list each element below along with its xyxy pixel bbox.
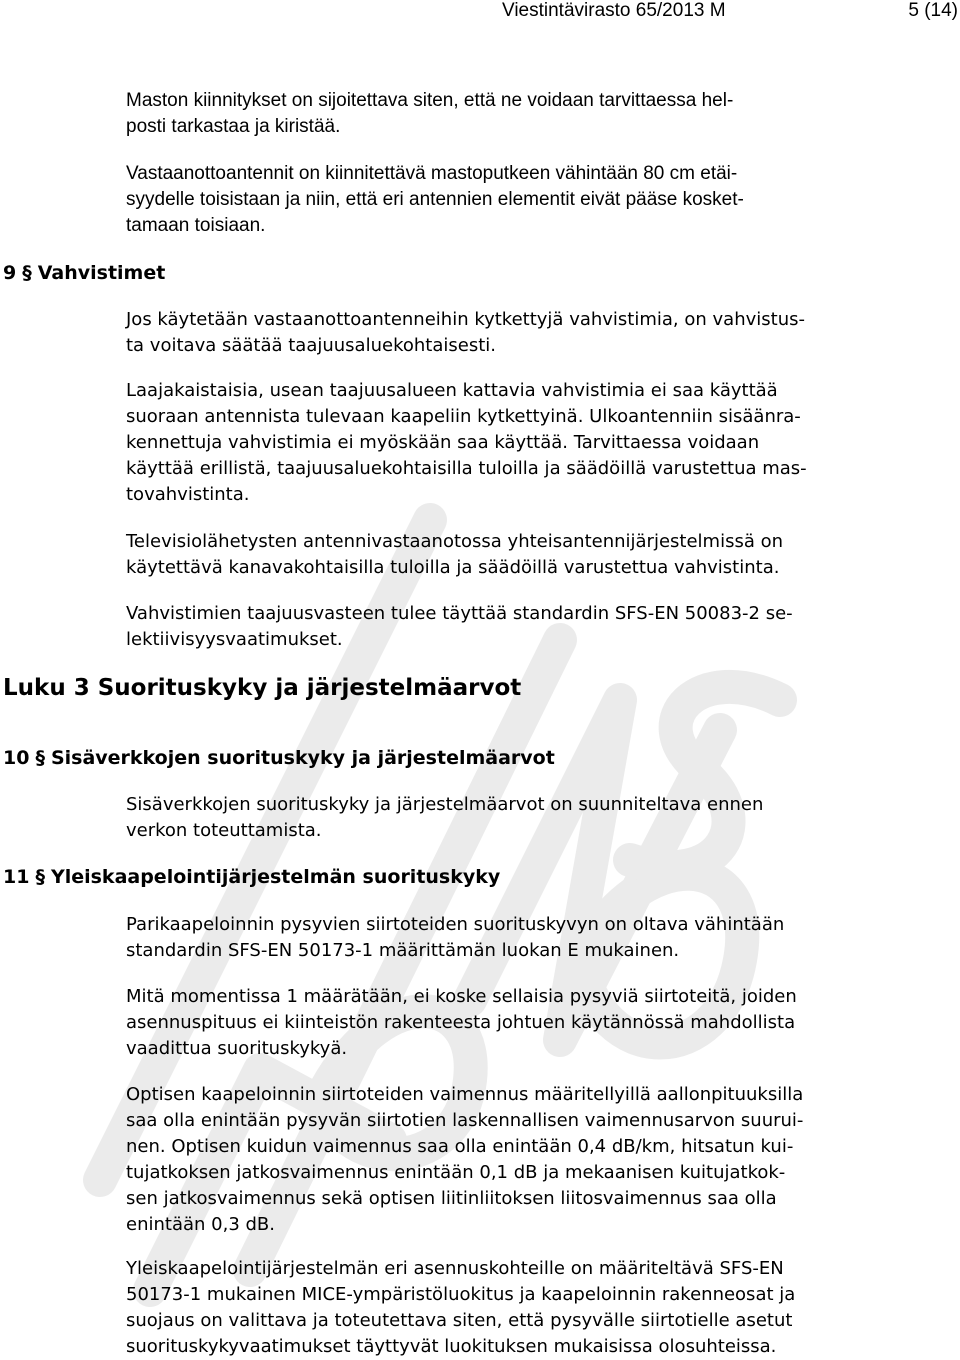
text-line: kennettuja vahvistimia ei myöskään saa käyttää. Tarvittaessa voidaan bbox=[126, 432, 760, 453]
text-line: Televisiolähetysten antennivastaanotossa yhteisantennijärjestelmissä on bbox=[126, 531, 783, 552]
text-line: saa olla enintään pysyvän siirtotien laskennallisen vaimennusarvon suurui- bbox=[126, 1110, 804, 1131]
chapter-heading: Luku 3 Suorituskyky ja järjestelmäarvot bbox=[3, 675, 522, 701]
section-title: Sisäverkkojen suorituskyky ja järjestelmäarvot bbox=[50, 747, 555, 769]
section-symbol: § bbox=[22, 262, 32, 284]
paragraph-antenna-spacing bbox=[126, 161, 936, 239]
paragraph-twisted-pair bbox=[126, 912, 936, 964]
text-line: Sisäverkkojen suorituskyky ja järjestelmäarvot on suunniteltava ennen bbox=[126, 794, 764, 815]
section-heading-11 bbox=[3, 864, 500, 890]
text-line: 50173-1 mukainen MICE-ympäristöluokitus ja kaapeloinnin rakenneosat ja bbox=[126, 1284, 796, 1305]
text-line: Optisen kaapeloinnin siirtoteiden vaimennus määritellyillä aallonpituuksilla bbox=[126, 1084, 804, 1105]
text-line: tovahvistinta. bbox=[126, 484, 250, 505]
paragraph-broadband-amplifiers bbox=[126, 378, 936, 508]
paragraph-mast-fixings bbox=[126, 88, 936, 140]
text-line: standardin SFS-EN 50173-1 määrittämän luokan E mukainen. bbox=[126, 940, 680, 961]
page-header bbox=[0, 0, 960, 24]
paragraph-mice-classification bbox=[126, 1256, 936, 1360]
text-line: nen. Optisen kuidun vaimennus saa olla enintään 0,4 dB/km, hitsatun kui- bbox=[126, 1136, 794, 1157]
paragraph-amplifier-adjust bbox=[126, 307, 936, 359]
paragraph-indoor-network bbox=[126, 792, 936, 844]
section-symbol: § bbox=[35, 866, 45, 888]
text-line: Vastaanottoantennit on kiinnitettävä mastoputkeen vähintään 80 cm etäi- bbox=[126, 163, 738, 184]
text-line: Vahvistimien taajuusvasteen tulee täyttää standardin SFS-EN 50083-2 se- bbox=[126, 603, 793, 624]
document-id: Viestintävirasto 65/2013 M bbox=[502, 0, 726, 21]
text-line: Laajakaistaisia, usean taajuusalueen kattavia vahvistimia ei saa käyttää bbox=[126, 380, 778, 401]
paragraph-optical-attenuation bbox=[126, 1082, 936, 1238]
section-heading-10 bbox=[3, 745, 555, 771]
text-line: Parikaapeloinnin pysyvien siirtoteiden suorituskyvyn on oltava vähintään bbox=[126, 914, 785, 935]
paragraph-exception bbox=[126, 984, 936, 1062]
text-line: tujatkoksen jatkosvaimennus enintään 0,1 dB ja mekaanisen kuitujatkok- bbox=[126, 1162, 786, 1183]
section-title: Yleiskaapelointijärjestelmän suorituskyky bbox=[50, 866, 501, 888]
text-line: Jos käytetään vastaanottoantenneihin kytkettyjä vahvistimia, on vahvistus- bbox=[126, 309, 805, 330]
section-title: Vahvistimet bbox=[37, 262, 166, 284]
paragraph-frequency-response bbox=[126, 601, 936, 653]
text-line: Maston kiinnitykset on sijoitettava siten, että ne voidaan tarvittaessa hel- bbox=[126, 90, 734, 111]
text-line: käyttää erillistä, taajuusaluekohtaisilla tuloilla ja säädöillä varustettua mas- bbox=[126, 458, 807, 479]
paragraph-tv-reception bbox=[126, 529, 936, 581]
text-line: sen jatkosvaimennus sekä optisen liitinliitoksen liitosvaimennus saa olla bbox=[126, 1188, 777, 1209]
text-line: tamaan toisiaan. bbox=[126, 215, 266, 236]
page-number: 5 (14) bbox=[908, 0, 958, 21]
text-line: verkon toteuttamista. bbox=[126, 820, 322, 841]
text-line: posti tarkastaa ja kiristää. bbox=[126, 116, 341, 137]
section-number: 10 bbox=[3, 747, 30, 769]
section-number: 11 bbox=[3, 866, 30, 888]
text-line: enintään 0,3 dB. bbox=[126, 1214, 275, 1235]
text-line: vaadittua suorituskykyä. bbox=[126, 1038, 348, 1059]
text-line: Mitä momentissa 1 määrätään, ei koske sellaisia pysyviä siirtoteitä, joiden bbox=[126, 986, 797, 1007]
section-symbol: § bbox=[35, 747, 45, 769]
text-line: Yleiskaapelointijärjestelmän eri asennuskohteille on määriteltävä SFS-EN bbox=[126, 1258, 784, 1279]
text-line: suojaus on valittava ja toteutettava siten, että pysyvälle siirtotielle asetut bbox=[126, 1310, 793, 1331]
text-line: käytettävä kanavakohtaisilla tuloilla ja säädöillä varustettua vahvistinta. bbox=[126, 557, 780, 578]
text-line: ta voitava säätää taajuusaluekohtaisesti. bbox=[126, 335, 496, 356]
section-heading-9 bbox=[3, 260, 165, 286]
text-line: asennuspituus ei kiinteistön rakenteesta johtuen käytännössä mahdollista bbox=[126, 1012, 796, 1033]
text-line: suoraan antennista tulevaan kaapeliin kytkettyinä. Ulkoantenniin sisäänra- bbox=[126, 406, 801, 427]
section-number: 9 bbox=[3, 262, 17, 284]
text-line: suorituskykyvaatimukset täyttyvät luokituksen mukaisissa olosuhteissa. bbox=[126, 1336, 777, 1357]
text-line: syydelle toisistaan ja niin, että eri antennien elementit eivät pääse kosket- bbox=[126, 189, 744, 210]
text-line: lektiivisyysvaatimukset. bbox=[126, 629, 343, 650]
